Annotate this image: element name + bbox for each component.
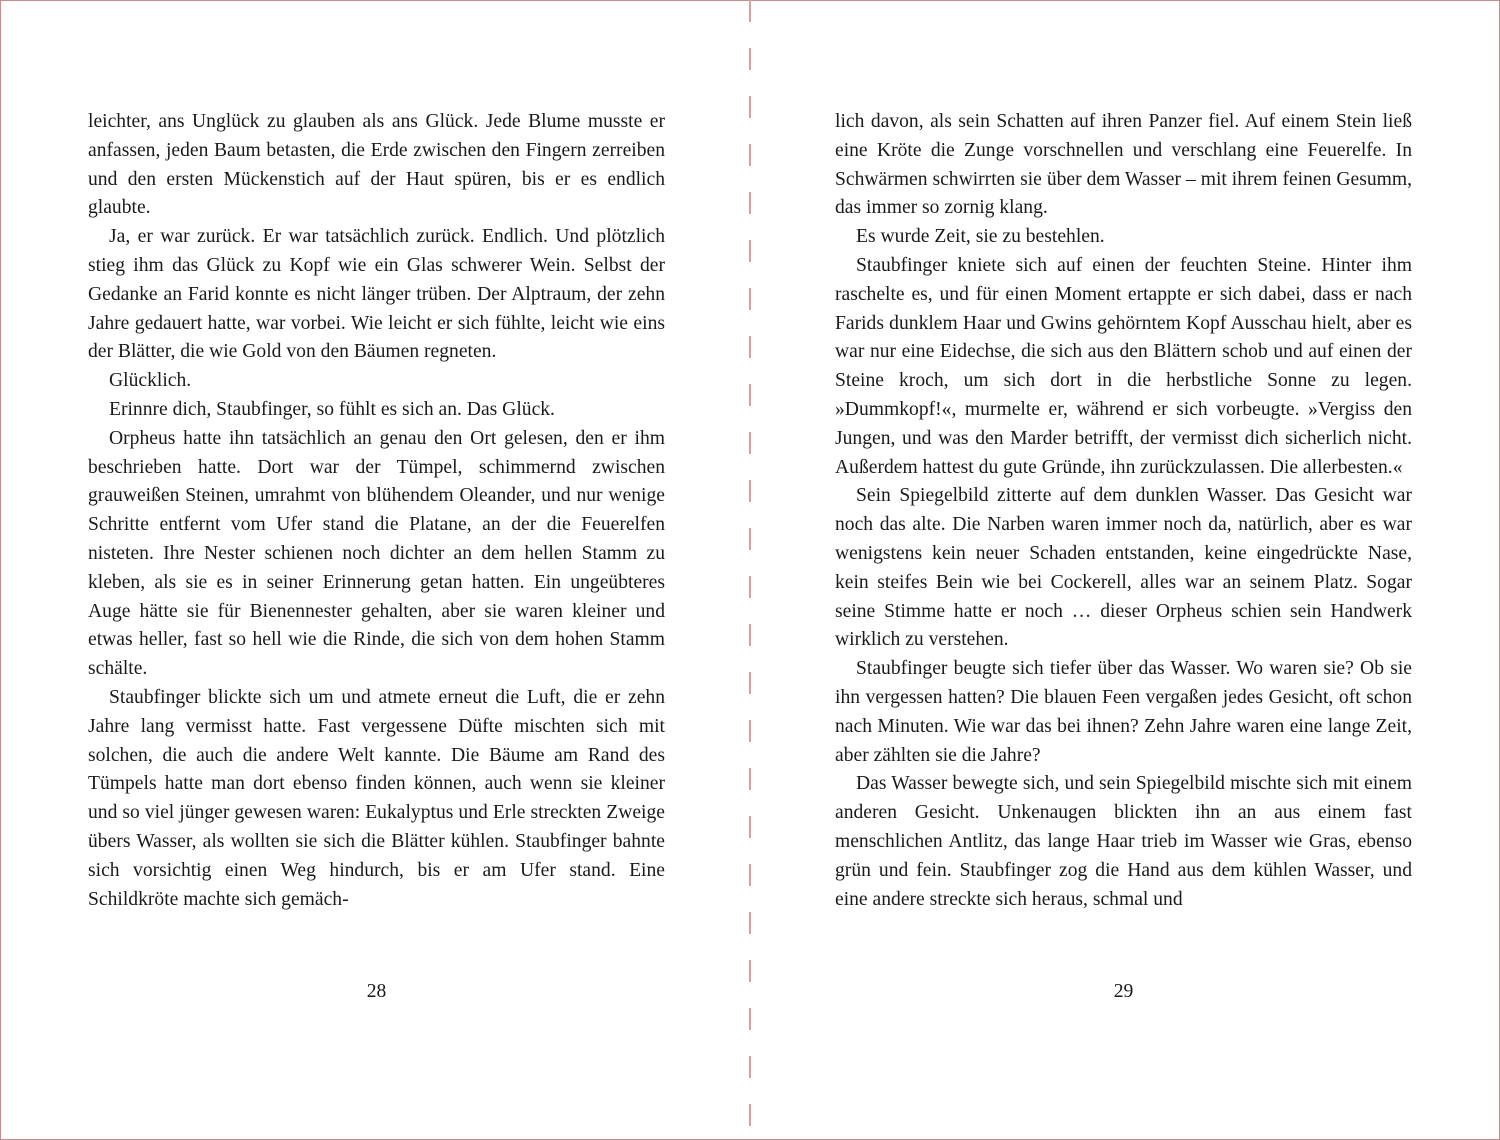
paragraph: Staubfinger blickte sich um und atmete erneut die Luft, die er zehn Jahre lang vermisst hatte. Fast vergessene Düfte mischten sich mit solchen, die auch die andere Welt kannte. Die Bäume am Rand des Tümpels hatte man dort ebenso finden können, auch wenn sie kleiner und so viel jünger gewesen waren: Eukalyptus und Erle streckten Zweige übers Wasser, als wollten sie sich die Blätter kühlen. Staubfinger bahnte sich vorsichtig einen Weg hindurch, bis er am Ufer stand. Eine Schildkröte machte sich gemäch- (88, 686, 665, 910)
paragraph: Orpheus hatte ihn tatsächlich an genau den Ort gelesen, den er ihm beschrieben hatte. Dort war der Tümpel, schimmernd zwischen grauweißen Steinen, umrahmt von blühendem Oleander, und nur wenige Schritte entfernt vom Ufer stand die Platane, an der die Feuerelfen nisteten. Ihre Nester schienen noch dichter an dem hellen Stamm zu kleben, als sie es in seiner Erinnerung getan hatten. Ein ungeübteres Auge hätte sie für Bienennester gehalten, aber sie waren kleiner und etwas heller, fast so hell wie die Rinde, die sich von dem hohen Stamm schälte. (88, 427, 665, 680)
book-gutter-divider (749, 0, 751, 1140)
right-page (835, 108, 1412, 914)
paragraph: leichter, ans Unglück zu glauben als ans Glück. Jede Blume musste er anfassen, jeden Baum betasten, die Erde zwischen den Fingern zerreiben und den ersten Mückenstich auf der Haut spüren, bis er es endlich glaubte. (88, 111, 665, 219)
paragraph: lich davon, als sein Schatten auf ihren Panzer fiel. Auf einem Stein ließ eine Kröte die Zunge vorschnellen und verschlang eine Feuerelfe. In Schwärmen schwirrten sie über dem Wasser – mit ihrem feinen Gesumm, das immer so zornig klang. (835, 111, 1412, 219)
page-number-right: 29 (1113, 981, 1134, 1002)
paragraph: Es wurde Zeit, sie zu bestehlen. (856, 226, 1105, 248)
paragraph: Sein Spiegelbild zitterte auf dem dunklen Wasser. Das Gesicht war noch das alte. Die Narben waren immer noch da, natürlich, aber es war wenigstens kein neuer Schaden entstanden, keine eingedrückte Nase, kein steifes Bein wie bei Cockerell, alles war an seinem Platz. Sogar seine Stimme hatte er noch … dieser Orpheus schien sein Handwerk wirklich zu verstehen. (835, 485, 1412, 651)
left-page (88, 108, 665, 914)
paragraph: Glücklich. (109, 370, 192, 392)
paragraph: Das Wasser bewegte sich, und sein Spiegelbild mischte sich mit einem anderen Gesicht. Unkenaugen blickten ihn an aus einem fast menschlichen Antlitz, das lange Haar trieb im Wasser wie Gras, ebenso grün und fein. Staubfinger zog die Hand aus dem kühlen Wasser, und eine andere streckte sich heraus, schmal und (835, 773, 1412, 910)
paragraph: Staubfinger kniete sich auf einen der feuchten Steine. Hinter ihm raschelte es, und für einen Moment ertappte er sich dabei, dass er nach Farids dunklem Haar und Gwins gehörntem Kopf Ausschau hielt, aber es war nur eine Eidechse, die sich aus den Blättern schob und auf einen der Steine kroch, um sich dort in die herbstliche Sonne zu legen. »Dummkopf!«, murmelte er, während er sich vorbeugte. »Vergiss den Jungen, und was den Marder betrifft, der vermisst dich sicherlich nicht. Außerdem hattest du gute Gründe, ihn zurückzulassen. Die allerbesten.« (835, 254, 1412, 478)
paragraph: Erinnre dich, Staubfinger, so fühlt es sich an. Das Glück. (109, 398, 555, 420)
page-number-left: 28 (366, 981, 387, 1002)
paragraph: Staubfinger beugte sich tiefer über das Wasser. Wo waren sie? Ob sie ihn vergessen hatten? Die blauen Feen vergaßen jedes Gesicht, oft schon nach Minuten. Wie war das bei ihnen? Zehn Jahre waren eine lange Zeit, aber zählten sie die Jahre? (835, 658, 1412, 766)
paragraph: Ja, er war zurück. Er war tatsächlich zurück. Endlich. Und plötzlich stieg ihm das Glück zu Kopf wie ein Glas schwerer Wein. Selbst der Gedanke an Farid konnte es nicht länger trüben. Der Alptraum, der zehn Jahre gedauert hatte, war vorbei. Wie leicht er sich fühlte, leicht wie eins der Blätter, die wie Gold von den Bäumen regneten. (88, 226, 665, 363)
